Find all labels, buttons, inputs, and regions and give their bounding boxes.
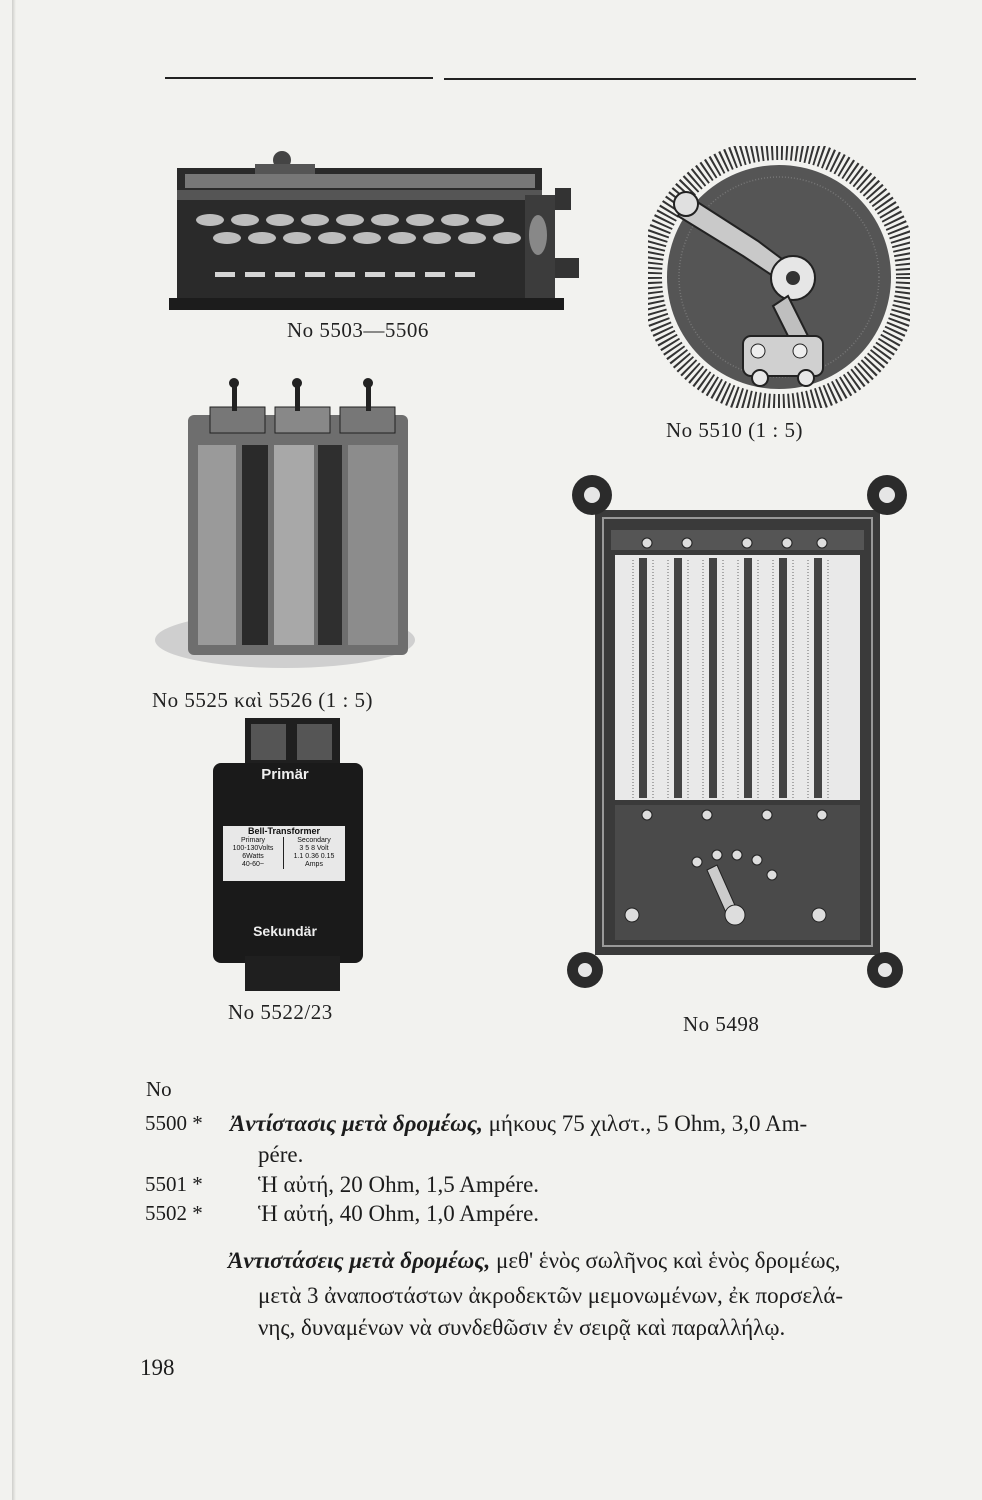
fig3-caption: No 5525 καὶ 5526 (1 : 5) <box>152 688 374 712</box>
para-line2: μετὰ 3 ἀναποστάστων ἀκροδεκτῶν μεμονωμένων, ἐκ πορσελά- <box>258 1283 844 1308</box>
fig5-caption: No 5498 <box>683 1012 760 1036</box>
top-rule-left <box>165 77 433 79</box>
rotary-rheostat-icon <box>648 146 910 408</box>
item-5500-title: Ἀντίστασις μετὰ δρομέως, <box>230 1111 483 1136</box>
bell-transformer-icon <box>205 718 365 993</box>
item-5501-text: Ἡ αὐτή, 20 Ohm, 1,5 Ampére. <box>258 1172 540 1197</box>
item-number-5502: 5502 * <box>145 1201 203 1225</box>
para-line3: νης, δυναμένων νὰ συνδεθῶσιν ἐν σειρᾷ καὶ παραλλήλῳ. <box>258 1315 786 1340</box>
plate-line1: 100-130Volts <box>232 845 274 852</box>
fig2-caption: No 5510 (1 : 5) <box>666 418 803 442</box>
para-line1 <box>228 1245 840 1277</box>
item-5502-text: Ἡ αὐτή, 40 Ohm, 1,0 Ampére. <box>258 1201 540 1226</box>
page-edge-shadow <box>12 0 16 1500</box>
primar-label: Primär <box>261 766 309 783</box>
item-5500-cont: pére. <box>258 1142 304 1167</box>
page-number: 198 <box>140 1355 175 1380</box>
plate-volts: 3 5 8 Volt <box>299 845 329 852</box>
list-header: No <box>146 1077 172 1101</box>
fig4-caption: No 5522/23 <box>228 1000 333 1024</box>
plate-primary: Primary <box>240 837 266 844</box>
plate-line3: 40-60~ <box>242 861 264 868</box>
resistance-panel-icon <box>567 470 912 1000</box>
battery-cells-icon <box>150 375 425 685</box>
plate-title: Bell-Transformer <box>247 826 321 836</box>
plate-line2: 6Watts <box>242 853 264 860</box>
para-title: Ἀντιστάσεις μετὰ δρομέως, <box>228 1248 491 1273</box>
plate-amps: 1.1 0.36 0.15 Amps <box>293 853 335 868</box>
item-number-5501: 5501 * <box>145 1172 203 1196</box>
plate-secondary: Secondary <box>297 837 331 844</box>
item-number-5500: 5500 * <box>145 1111 203 1135</box>
item-5500-text: μήκους 75 χιλστ., 5 Ohm, 3,0 Am- <box>482 1111 808 1136</box>
item-5500-line <box>230 1108 807 1140</box>
fig1-caption: No 5503—5506 <box>287 318 429 342</box>
para-line1-text: μεθ' ἑνὸς σωλῆνος καὶ ἑνὸς δρομέως, <box>490 1248 841 1273</box>
top-rule-right <box>444 78 916 80</box>
sekundar-label: Sekundär <box>253 923 317 939</box>
rheostat-tube-icon <box>165 140 585 315</box>
